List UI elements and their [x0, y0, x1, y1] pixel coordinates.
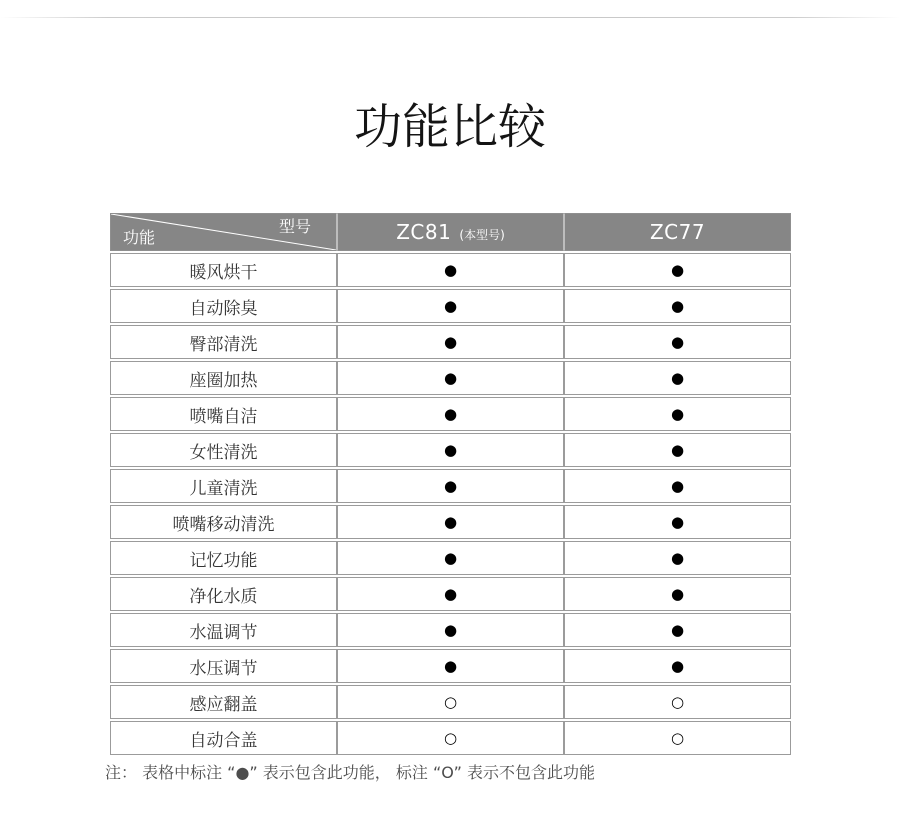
table-row [110, 685, 791, 719]
mark-zc77: ● [564, 505, 791, 539]
feature-name: 水压调节 [110, 649, 337, 683]
feature-name: 暖风烘干 [110, 253, 337, 287]
table-row [110, 721, 791, 755]
mark-zc81: ● [337, 361, 564, 395]
feature-name: 自动合盖 [110, 721, 337, 755]
mark-zc81: ● [337, 541, 564, 575]
top-divider [0, 17, 900, 18]
table-row [110, 541, 791, 575]
mark-zc81: ● [337, 253, 564, 287]
feature-name: 喷嘴自洁 [110, 397, 337, 431]
feature-name: 净化水质 [110, 577, 337, 611]
mark-zc77: ○ [564, 685, 791, 719]
mark-zc81: ● [337, 469, 564, 503]
table-row [110, 325, 791, 359]
mark-zc77: ● [564, 649, 791, 683]
model-name-zc81: ZC81 [396, 220, 452, 244]
mark-zc81: ● [337, 577, 564, 611]
mark-zc77: ● [564, 253, 791, 287]
feature-name: 记忆功能 [110, 541, 337, 575]
mark-zc81: ● [337, 613, 564, 647]
table-row [110, 289, 791, 323]
mark-zc77: ● [564, 577, 791, 611]
corner-label-feature: 功能 [123, 227, 156, 247]
mark-zc81: ● [337, 433, 564, 467]
mark-zc77: ● [564, 469, 791, 503]
table-row [110, 613, 791, 647]
feature-name: 感应翻盖 [110, 685, 337, 719]
feature-name: 臀部清洗 [110, 325, 337, 359]
mark-zc77: ● [564, 397, 791, 431]
feature-name: 座圈加热 [110, 361, 337, 395]
table-row [110, 577, 791, 611]
mark-zc77: ● [564, 361, 791, 395]
mark-zc81: ● [337, 505, 564, 539]
feature-comparison-table [110, 211, 791, 757]
model-suffix-zc81: (本型号) [459, 228, 505, 242]
mark-zc77: ● [564, 433, 791, 467]
mark-zc77: ● [564, 613, 791, 647]
column-header-zc77 [564, 213, 791, 251]
table-row [110, 253, 791, 287]
model-name-zc77: ZC77 [649, 220, 706, 244]
header-row [110, 213, 791, 251]
table-row [110, 361, 791, 395]
mark-zc77: ● [564, 325, 791, 359]
feature-name: 自动除臭 [110, 289, 337, 323]
column-header-zc81 [337, 213, 564, 251]
feature-name: 儿童清洗 [110, 469, 337, 503]
corner-label-model: 型号 [278, 217, 311, 236]
table-row [110, 505, 791, 539]
table-row [110, 649, 791, 683]
mark-zc81: ● [337, 325, 564, 359]
mark-zc81: ○ [337, 685, 564, 719]
table-row [110, 397, 791, 431]
mark-zc81: ● [337, 649, 564, 683]
mark-zc81: ● [337, 289, 564, 323]
feature-name: 女性清洗 [110, 433, 337, 467]
corner-header-cell [110, 213, 337, 251]
mark-zc77: ○ [564, 721, 791, 755]
feature-name: 水温调节 [110, 613, 337, 647]
table-row [110, 469, 791, 503]
mark-zc77: ● [564, 289, 791, 323]
table-row [110, 433, 791, 467]
feature-name: 喷嘴移动清洗 [110, 505, 337, 539]
mark-zc81: ● [337, 397, 564, 431]
page-title: 功能比较 [353, 99, 546, 155]
mark-zc81: ○ [337, 721, 564, 755]
footnote: 注： 表格中标注 “●” 表示包含此功能， 标注 “O” 表示不包含此功能 [105, 763, 595, 782]
mark-zc77: ● [564, 541, 791, 575]
